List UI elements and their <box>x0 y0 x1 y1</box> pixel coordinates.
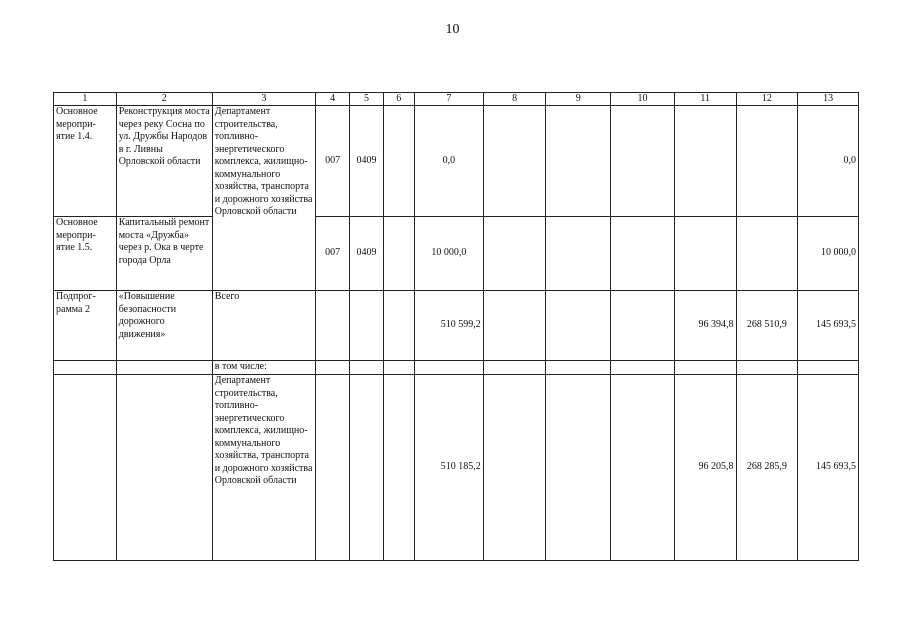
empty-cell <box>674 217 736 291</box>
value-col7: 10 000,0 <box>414 217 483 291</box>
total-label: Всего <box>212 291 315 361</box>
empty-cell <box>546 361 611 375</box>
value-col11: 96 394,8 <box>674 291 736 361</box>
empty-cell <box>611 291 675 361</box>
empty-cell <box>736 106 798 217</box>
empty-cell <box>736 217 798 291</box>
budget-table <box>53 92 859 561</box>
col-header-13: 13 <box>798 93 859 106</box>
empty-cell <box>483 361 546 375</box>
measure-code: Основное меропри-ятие 1.4. <box>54 106 117 217</box>
empty-cell <box>315 361 349 375</box>
table-row <box>54 217 859 291</box>
empty-cell <box>54 375 117 561</box>
col-header-12: 12 <box>736 93 798 106</box>
value-col12: 268 285,9 <box>736 375 798 561</box>
empty-cell <box>383 375 414 561</box>
empty-cell <box>483 375 546 561</box>
empty-cell <box>54 361 117 375</box>
table-row <box>54 291 859 361</box>
empty-cell <box>674 106 736 217</box>
col-header-9: 9 <box>546 93 611 106</box>
empty-cell <box>674 361 736 375</box>
value-col7: 510 599,2 <box>414 291 483 361</box>
table-row <box>54 106 859 217</box>
empty-cell <box>611 106 675 217</box>
empty-cell <box>483 217 546 291</box>
col-header-1: 1 <box>54 93 117 106</box>
col-header-5: 5 <box>350 93 383 106</box>
grbs-code: 007 <box>315 106 349 217</box>
including-label: в том числе: <box>212 361 315 375</box>
empty-cell <box>350 361 383 375</box>
empty-cell <box>546 291 611 361</box>
empty-cell <box>116 375 212 561</box>
measure-title: Реконструкция моста через реку Сосна по ул. Дружбы Народов в г. Ливны Орловской области <box>116 106 212 217</box>
empty-cell <box>350 291 383 361</box>
value-col7: 510 185,2 <box>414 375 483 561</box>
header-row <box>54 93 859 106</box>
empty-cell <box>315 375 349 561</box>
empty-cell <box>611 217 675 291</box>
col-header-3: 3 <box>212 93 315 106</box>
empty-cell <box>611 375 675 561</box>
empty-cell <box>383 291 414 361</box>
col-header-7: 7 <box>414 93 483 106</box>
measure-code: Основное меропри-ятие 1.5. <box>54 217 117 291</box>
empty-cell <box>611 361 675 375</box>
page-number: 10 <box>445 22 460 37</box>
col-header-8: 8 <box>483 93 546 106</box>
section-code: 0409 <box>350 106 383 217</box>
empty-cell <box>736 361 798 375</box>
value-col13: 10 000,0 <box>798 217 859 291</box>
empty-cell <box>383 361 414 375</box>
empty-cell <box>546 106 611 217</box>
subprogram-title: «Повышение безопасности дорожного движения» <box>116 291 212 361</box>
empty-cell <box>546 217 611 291</box>
value-col12: 268 510,9 <box>736 291 798 361</box>
value-col7: 0,0 <box>414 106 483 217</box>
col-header-10: 10 <box>611 93 675 106</box>
grbs-code: 007 <box>315 217 349 291</box>
empty-cell <box>315 291 349 361</box>
executor: Департамент строительства, топливно-энергетического комплекса, жилищно-коммунального хозяйства, транспорта и дорожного хозяйства Орловской области <box>212 375 315 561</box>
empty-cell <box>414 361 483 375</box>
empty-cell <box>383 106 414 217</box>
measure-title: Капитальный ремонт моста «Дружба» через р. Ока в черте города Орла <box>116 217 212 291</box>
col-header-11: 11 <box>674 93 736 106</box>
empty-cell <box>546 375 611 561</box>
empty-cell <box>383 217 414 291</box>
executor: Департамент строительства, топливно-энергетического комплекса, жилищно-коммунального хозяйства, транспорта и дорожного хозяйства Орловской области <box>212 106 315 291</box>
empty-cell <box>483 106 546 217</box>
value-col13: 0,0 <box>798 106 859 217</box>
value-col11: 96 205,8 <box>674 375 736 561</box>
col-header-6: 6 <box>383 93 414 106</box>
empty-cell <box>116 361 212 375</box>
empty-cell <box>350 375 383 561</box>
empty-cell <box>798 361 859 375</box>
subprogram-code: Подпрог-рамма 2 <box>54 291 117 361</box>
table-row <box>54 375 859 561</box>
value-col13: 145 693,5 <box>798 291 859 361</box>
col-header-4: 4 <box>315 93 349 106</box>
empty-cell <box>483 291 546 361</box>
table-row <box>54 361 859 375</box>
section-code: 0409 <box>350 217 383 291</box>
col-header-2: 2 <box>116 93 212 106</box>
value-col13: 145 693,5 <box>798 375 859 561</box>
